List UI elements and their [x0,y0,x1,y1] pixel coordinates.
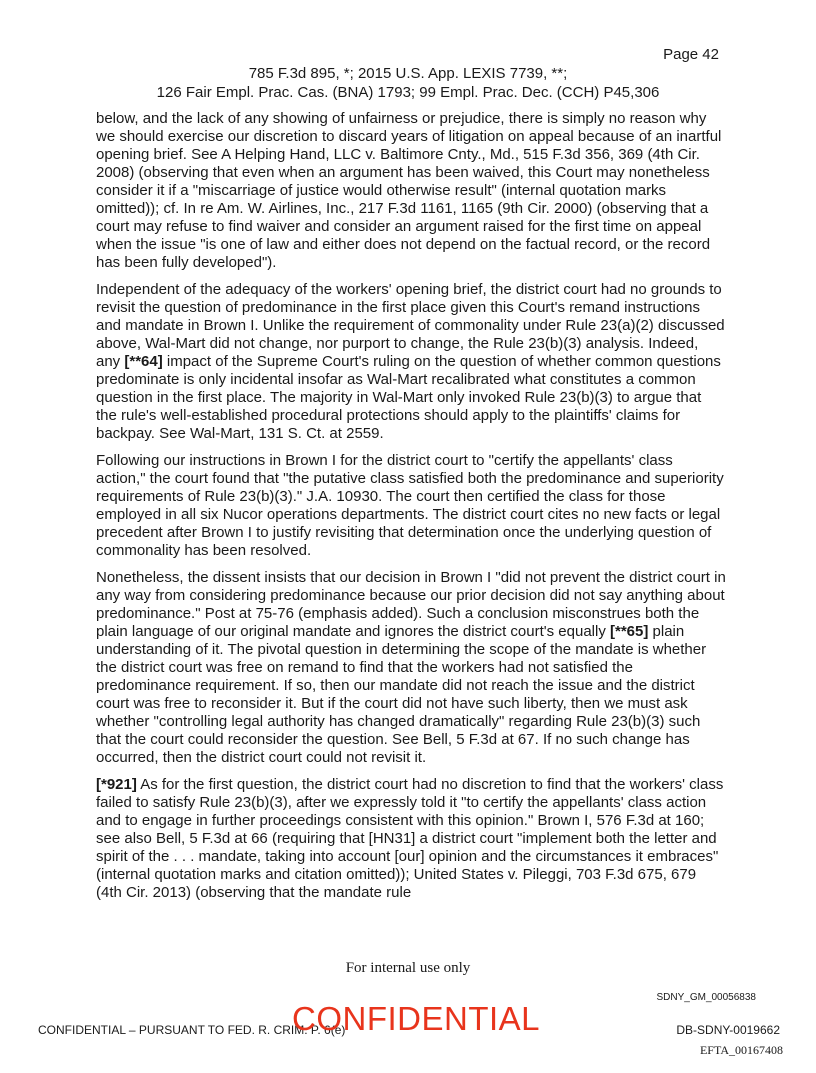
page-marker: [**65] [610,623,649,640]
paragraph [96,776,726,902]
paragraph-text: Nonetheless, the dissent insists that our decision in Brown I "did not prevent the district court in any way from considering predominance because our prior decision did not say anything about predominance." Post at 75-76 (emphasis added). Such a conclusion misconstrues both the plain language of our original mandate and ignores the district court's equally [96,569,726,640]
page-marker: [**64] [124,353,163,370]
confidential-stamp: CONFIDENTIAL [292,1000,541,1037]
bates-number-efta: EFTA_00167408 [699,1043,783,1057]
case-citation [0,64,816,102]
paragraph-text: Independent of the adequacy of the workers' opening brief, the district court had no grounds to revisit the question of predominance in the first place given this Court's remand instructions and mandate in Brown I. Unlike the requirement of commonality under Rule 23(a)(2) discussed above, Wal-Mart did not change, nor purport to change, the Rule 23(b)(3) analysis. Indeed, any [96,281,725,370]
paragraph-text: Following our instructions in Brown I for the district court to "certify the appellants' class action," the court found that "the putative class satisfied both the predominance and superiority requirements of Rule 23(b)(3)." J.A. 10930. The court then certified the class for those employed in all six Nucor operations departments. The district court cites no new facts or legal precedent after Brown I to justify revisiting that determination once the underlying question of commonality has been resolved. [96,452,724,559]
paragraph-text: As for the first question, the district court had no discretion to find that the workers' class failed to satisfy Rule 23(b)(3), after we expressly told it "to certify the appellants' class action and to engage in further proceedings consistent with this opinion." Brown I, 576 F.3d at 160; see also Bell, 5 F.3d at 66 (requiring that [HN31] a district court "implement both the letter and spirit of the . . . mandate, taking into account [our] opinion and the circumstances it embraces" (internal quotation marks and citation omitted)); United States v. Pileggi, 703 F.3d 675, 679 (4th Cir. 2013) (observing that the mandate rule [96,776,724,901]
paragraph-text: below, and the lack of any showing of unfairness or prejudice, there is simply no reason why we should exercise our discretion to discard years of litigation on appeal because of an inartful opening brief. See A Helping Hand, LLC v. Baltimore Cnty., Md., 515 F.3d 356, 369 (4th Cir. 2008) (observing that even when an argument has been waived, this Court may nonetheless consider it if a "miscarriage of justice would otherwise result" (internal quotation marks omitted)); cf. In re Am. W. Airlines, Inc., 217 F.3d 1161, 1165 (9th Cir. 2000) (observing that a court may refuse to find waiver and consider an argument raised for the first time on appeal when the issue "is one of law and either does not depend on the factual record, or the record has been fully developed"). [96,110,722,271]
paragraph-text: impact of the Supreme Court's ruling on the question of whether common questions predominate is only incidental insofar as Wal-Mart recalibrated what constitutes a common question in the first place. The majority in Wal-Mart only invoked Rule 23(b)(3) to argue that the rule's well-established procedural protections should apply to the plaintiffs' claims for backpay. See Wal-Mart, 131 S. Ct. at 2559. [96,353,721,442]
paragraph [96,569,726,767]
page-number: Page 42 [663,46,719,63]
confidential-notice: CONFIDENTIAL – PURSUANT TO FED. R. CRIM. P. 6(e) [38,1023,346,1037]
page-marker: [*921] [96,776,137,793]
paragraph-text: plain understanding of it. The pivotal question in determining the scope of the mandate is whether the district court was free on remand to find that the workers had not satisfied the predominance requirement. If so, then our mandate did not reach the issue and the district court was free to reconsider it. But if the court did not have such liberty, then we must ask whether "controlling legal authority has changed dramatically" regarding Rule 23(b)(3) such that the court could reconsider the question. See Bell, 5 F.3d at 67. If no such change has occurred, then the district court could not revisit it. [96,623,707,766]
bates-number-gm: SDNY_GM_00056838 [656,992,756,1003]
citation-line-2: 126 Fair Empl. Prac. Cas. (BNA) 1793; 99 Empl. Prac. Dec. (CCH) P45,306 [156,84,660,101]
paragraph [96,452,726,560]
paragraph [96,281,726,443]
bates-number-db: DB-SDNY-0019662 [676,1023,780,1037]
citation-line-1: 785 F.3d 895, *; 2015 U.S. App. LEXIS 7739, **; [248,65,568,82]
internal-use-note: For internal use only [345,960,471,976]
paragraph [96,110,726,272]
opinion-body [96,110,726,911]
